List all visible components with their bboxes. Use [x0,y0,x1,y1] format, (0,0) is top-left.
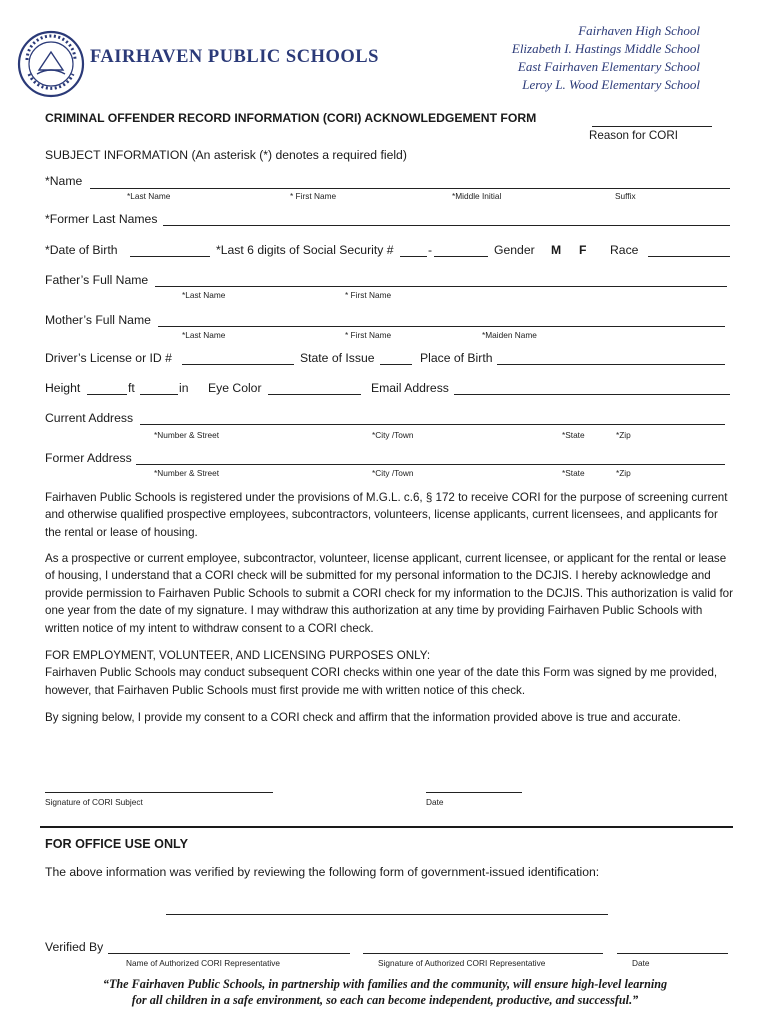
consent-paragraph [45,709,733,726]
dob-label: *Date of Birth [45,243,118,257]
office-text: The above information was verified by reviewing the following form of government-issued identification: [45,865,600,879]
gender-m-option[interactable]: M [551,243,562,257]
name-label: *Name [45,174,83,188]
name-sub-label: * First Name [290,191,337,201]
current-address-sub-label: *State [562,430,585,440]
dob-field-line[interactable] [130,256,210,257]
name-sub-label: Suffix [615,191,636,201]
former-address-sub-label: *Number & Street [154,468,220,478]
signature-date-field-line[interactable] [426,792,522,793]
birthplace-field-line[interactable] [497,364,725,365]
authorization-paragraph [45,550,733,637]
registration-text: Fairhaven Public Schools is registered under the provisions of M.G.L. c.6, § 172 to receive CORI for the purpose of screening current and otherwise qualified prospective employees, subcontractors, volunteers, license applicants, current licensees, and applicants for the rental or lease of housing. [45,491,728,539]
current-address-sub-label: *Number & Street [154,430,220,440]
mission-quote-line: for all children in a safe environment, so each can become independent, productive, and successful.” [131,993,639,1007]
mission-quote-line: “The Fairhaven Public Schools, in partnership with families and the community, will ensure high-level learning [102,977,668,991]
former-address-field-line[interactable] [136,464,725,465]
school-item: East Fairhaven Elementary School [517,59,700,74]
purposes-heading: FOR EMPLOYMENT, VOLUNTEER, AND LICENSING PURPOSES ONLY: [45,649,431,662]
gender-f-option[interactable]: F [579,243,587,257]
reason-label: Reason for CORI [589,129,678,142]
state-issue-field-line[interactable] [380,364,412,365]
registration-paragraph [45,489,733,541]
id-form-field-line[interactable] [166,914,608,915]
birthplace-label: Place of Birth [420,351,493,365]
mother-sub-label: * First Name [345,330,392,340]
school-list [512,22,700,94]
section-divider [40,826,733,828]
subsequent-checks-paragraph [45,647,733,699]
eye-label: Eye Color [208,381,262,395]
race-label: Race [610,243,639,257]
rep-name-field-line[interactable] [108,953,350,954]
father-sub-label: *Last Name [182,290,226,300]
school-seal-logo [17,30,85,98]
subject-heading: SUBJECT INFORMATION (An asterisk (*) denotes a required field) [45,148,407,162]
race-field-line[interactable] [648,256,730,257]
ft-label: ft [128,381,135,395]
father-sub-label: * First Name [345,290,392,300]
email-label: Email Address [371,381,449,395]
school-item: Leroy L. Wood Elementary School [522,77,700,92]
school-item: Elizabeth I. Hastings Middle School [511,41,700,56]
reason-field-line[interactable] [592,126,712,127]
name-field-line[interactable] [90,188,730,189]
school-item: Fairhaven High School [578,23,700,38]
mission-quote [0,976,770,1008]
name-sub-label: *Middle Initial [452,191,502,201]
license-label: Driver’s License or ID # [45,351,172,365]
rep-date-field-line[interactable] [617,953,728,954]
former-last-label: *Former Last Names [45,212,158,226]
rep-date-label: Date [632,958,650,968]
signature-date-label: Date [426,797,444,807]
current-address-sub-label: *City /Town [372,430,414,440]
verified-by-label: Verified By [45,940,104,954]
former-address-label: Former Address [45,451,132,465]
authorization-text: As a prospective or current employee, subcontractor, volunteer, license applicant, current licensee, or applicant for the rental or lease of housing, I understand that a CORI check will be submitted for my personal information to the DCJIS. I hereby acknowledge and provide permission to Fairhaven Public Schools to submit a CORI check for my information to the DCJIS. This authorization is valid for one year from the date of my signature. I may withdraw this authorization at any time by providing Fairhaven Public Schools with written notice of my intent to withdraw consent to a CORI check. [45,552,733,635]
father-label: Father’s Full Name [45,273,149,287]
signature-field-line[interactable] [45,792,273,793]
former-last-field-line[interactable] [163,225,730,226]
former-address-sub-label: *State [562,468,585,478]
height-in-field-line[interactable] [140,394,178,395]
eye-field-line[interactable] [268,394,361,395]
consent-text: By signing below, I provide my consent to a CORI check and affirm that the information provided above is true and accurate. [45,711,681,724]
rep-name-label: Name of Authorized CORI Representative [126,958,281,968]
ssn-field-line-2[interactable] [434,256,488,257]
name-sub-label: *Last Name [127,191,171,201]
height-ft-field-line[interactable] [87,394,127,395]
email-field-line[interactable] [454,394,730,395]
office-heading: FOR OFFICE USE ONLY [45,837,188,851]
rep-signature-field-line[interactable] [363,953,603,954]
license-field-line[interactable] [182,364,294,365]
father-field-line[interactable] [155,286,727,287]
gender-label: Gender [494,243,535,257]
ssn-label: *Last 6 digits of Social Security # [216,243,394,257]
state-issue-label: State of Issue [300,351,375,365]
mother-field-line[interactable] [158,326,725,327]
mother-label: Mother’s Full Name [45,313,151,327]
mother-sub-label: *Maiden Name [482,330,537,340]
former-address-sub-label: *Zip [616,468,631,478]
rep-signature-label: Signature of Authorized CORI Representative [378,958,546,968]
former-address-sub-label: *City /Town [372,468,414,478]
current-address-label: Current Address [45,411,134,425]
form-title: CRIMINAL OFFENDER RECORD INFORMATION (CORI) ACKNOWLEDGEMENT FORM [45,111,537,125]
signature-label: Signature of CORI Subject [45,797,143,807]
height-label: Height [45,381,81,395]
ssn-dash: - [428,243,433,257]
ssn-field-line-1[interactable] [400,256,427,257]
current-address-field-line[interactable] [140,424,725,425]
mother-sub-label: *Last Name [182,330,226,340]
current-address-sub-label: *Zip [616,430,631,440]
org-name: FAIRHAVEN PUBLIC SCHOOLS [90,47,379,67]
subsequent-checks-text: Fairhaven Public Schools may conduct subsequent CORI checks within one year of the date this Form was signed by me provided, however, that Fairhaven Public Schools must first provide me with written notice of this check. [45,666,718,697]
in-label: in [179,381,189,395]
